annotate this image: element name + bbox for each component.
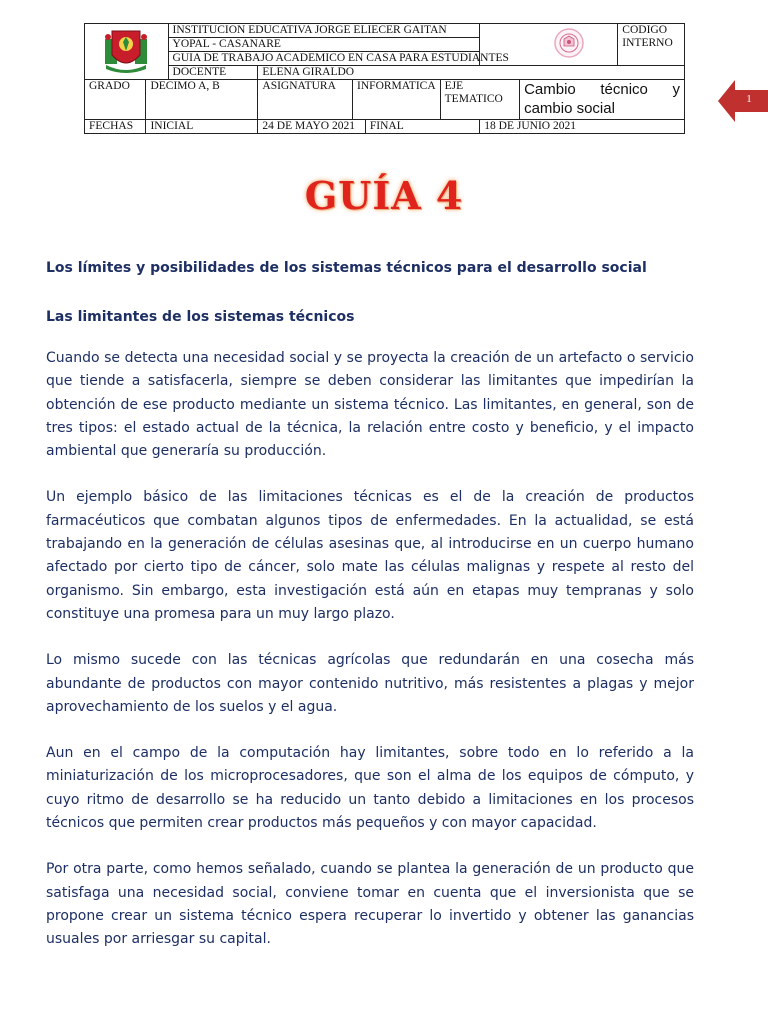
location: YOPAL - CASANARE: [168, 38, 480, 52]
axis-value-word3: y: [672, 81, 680, 98]
teacher-label: DOCENTE: [168, 66, 258, 80]
internal-label: INTERNO: [622, 37, 673, 49]
guide-type: GUIA DE TRABAJO ACADEMICO EN CASA PARA ESTUDIANTES: [168, 52, 618, 66]
institution-name: INSTITUCION EDUCATIVA JORGE ELIECER GAITAN: [168, 24, 480, 38]
document-body: [46, 257, 694, 975]
dates-label: FECHAS: [85, 120, 146, 134]
start-label: INICIAL: [146, 120, 258, 134]
start-date: 24 DE MAYO 2021: [258, 120, 365, 134]
grade-label: GRADO: [85, 80, 146, 120]
subject-label: ASIGNATURA: [258, 80, 353, 120]
page-number: 1: [746, 93, 752, 105]
header-table: [84, 23, 685, 134]
section-heading: Las limitantes de los sistemas técnicos: [46, 309, 355, 325]
internal-code-cell: [618, 24, 685, 66]
axis-value-word1: Cambio: [524, 81, 576, 98]
school-crest-cell: [85, 24, 169, 80]
subject-value: INFORMATICA: [353, 80, 441, 120]
axis-label-line2: TEMATICO: [444, 93, 503, 105]
axis-value-word2: técnico: [600, 81, 648, 98]
end-date: 18 DE JUNIO 2021: [480, 120, 685, 134]
page-number-marker: [718, 80, 768, 122]
page-title: GUÍA 4: [304, 173, 464, 218]
axis-value-line2: cambio social: [524, 100, 615, 117]
axis-value: [520, 80, 685, 120]
paragraph-5: Por otra parte, como hemos señalado, cuando se plantea la generación de un producto que satisfaga una necesidad social, conviene tomar en cuenta que el inversionista que se propone crear un sistema técnico espera recuperar lo invertido y obtener las ganancias usuales por arriesgar su capital.: [46, 861, 694, 948]
end-label: FINAL: [365, 120, 479, 134]
main-heading: Los límites y posibilidades de los sistemas técnicos para el desarrollo social: [46, 260, 647, 276]
code-label: CODIGO: [622, 24, 668, 36]
axis-label-line1: EJE: [444, 80, 464, 92]
paragraph-2: Un ejemplo básico de las limitaciones técnicas es el de la creación de productos farmacéuticos que combatan algunos tipos de enfermedades. En la actualidad, se está trabajando en la generación de células asesinas que, al introducirse en un cuerpo humano afectado por cierto tipo de cáncer, solo mate las células malignas y respete al resto del organismo. Sin embargo, esta investigación está aún en etapas muy tempranas y solo constituye una promesa para un muy largo plazo.: [46, 489, 694, 622]
paragraph-1: Cuando se detecta una necesidad social y se proyecta la creación de un artefacto o servicio que tiende a satisfacerla, siempre se deben considerar las limitantes que impedirían la obtención de ese producto mediante un sistema técnico. Las limitantes, en general, son de tres tipos: el estado actual de la técnica, la relación entre costo y beneficio, y el impacto ambiental que generaría su producción.: [46, 350, 694, 460]
paragraph-3: Lo mismo sucede con las técnicas agrícolas que redundarán en una cosecha más abundante de productos con mayor contenido nutritivo, más resistentes a plagas y mejor aprovechamiento de los suelos y el agua.: [46, 652, 694, 715]
institution-seal-icon: [552, 27, 586, 59]
axis-label: [440, 80, 519, 120]
paragraph-4: Aun en el campo de la computación hay limitantes, sobre todo en lo referido a la miniaturización de los microprocesadores, que son el alma de los equipos de cómputo, y cuyo ritmo de desarrollo se ha reducido un tanto debido a limitaciones en los procesos técnicos que permiten crear productos más pequeños y con mayor capacidad.: [46, 745, 694, 832]
school-crest-icon: [100, 25, 152, 75]
grade-value: DECIMO A, B: [146, 80, 258, 120]
teacher-name: ELENA GIRALDO: [258, 66, 685, 80]
